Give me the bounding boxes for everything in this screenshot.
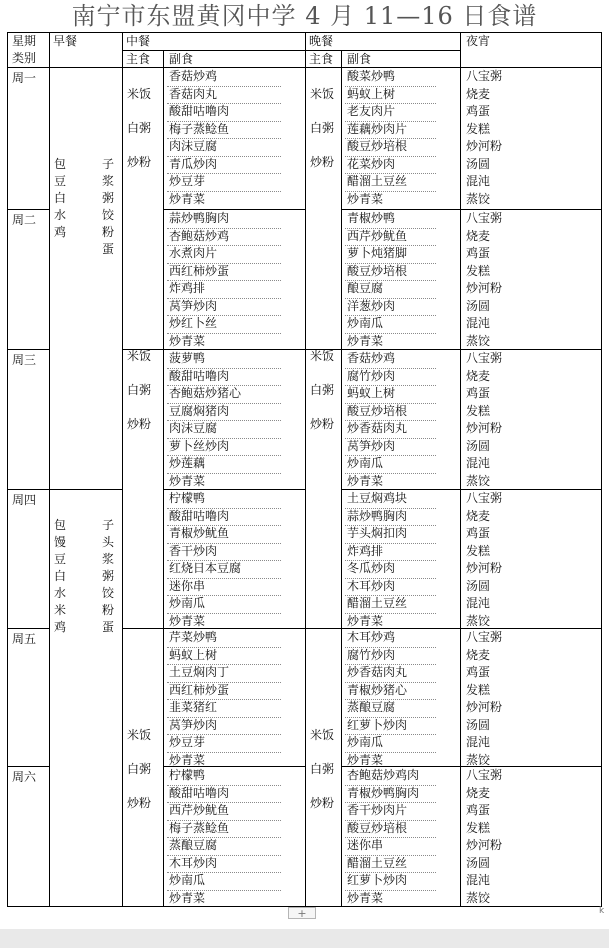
lunch-dish: 杏鲍菇炒鸡 [169,228,230,243]
dinner-dish: 杏鲍菇炒鸡肉 [347,768,420,782]
dinner-dish: 红萝卜炒肉 [347,717,408,732]
snack-dish: 蒸饺 [466,473,491,488]
day-label: 周二 [12,213,37,227]
lunch-dish: 青瓜炒肉 [169,156,218,171]
breakfast-char: 子 [102,157,115,171]
snack-dish: 炒河粉 [466,561,503,575]
header-side: 副食 [169,52,194,66]
breakfast-char: 包 [54,518,67,532]
breakfast-char: 浆 [102,552,115,566]
dinner-dish: 醋溜土豆丝 [347,855,408,870]
header-lunch: 中餐 [126,34,151,48]
lunch-dish: 芹菜炒鸭 [169,630,218,644]
snack-dish: 汤圆 [466,156,491,171]
snack-dish: 鸡蛋 [466,526,491,540]
breakfast-char: 蛋 [102,620,115,634]
menu-title: 南宁市东盟黄冈中学 4 月 11—16 日食谱 [71,2,538,30]
snack-dish: 蒸饺 [466,752,491,767]
snack-dish: 八宝粥 [466,351,503,365]
lunch-dish: 迷你串 [169,578,206,593]
lunch-staple: 米饭 [127,87,152,101]
column-border [163,50,164,907]
snack-dish: 混沌 [466,735,491,749]
lunch-dish: 萝卜丝炒肉 [169,438,230,453]
dinner-dish: 炒香菇肉丸 [347,421,408,435]
lunch-dish: 菠萝鸭 [169,351,206,365]
breakfast-char: 水 [54,208,67,222]
lunch-dish: 莴笋炒肉 [169,298,218,313]
dinner-staple: 炒粉 [310,796,335,810]
snack-dish: 炒河粉 [466,139,503,153]
snack-dish: 汤圆 [466,438,491,453]
column-border [341,50,342,907]
lunch-dish: 酸甜咕噜肉 [169,368,230,383]
dinner-staple: 米饭 [310,349,335,363]
day-row-border [7,209,50,210]
dinner-dish: 炒南瓜 [347,735,384,749]
lunch-dish: 炒青菜 [169,473,206,488]
snack-dish: 混沌 [466,174,491,188]
dinner-staple: 白粥 [310,762,335,776]
snack-dish: 蒸饺 [466,333,491,348]
staple-border [122,67,164,68]
dinner-dish: 萝卜炖猪脚 [347,246,408,260]
snack-dish: 汤圆 [466,717,491,732]
header-dinner: 晚餐 [309,34,334,48]
lunch-dish: 炒豆芽 [169,735,206,749]
staple-border [122,628,164,629]
breakfast-char: 白 [54,191,67,205]
dinner-dish: 芋头焖扣肉 [347,526,408,540]
lunch-dish: 柠檬鸭 [169,768,206,782]
dinner-dish: 炒青菜 [347,752,384,767]
lunch-staple: 米饭 [127,349,152,363]
dinner-dish: 炒青菜 [347,333,384,348]
dinner-dish: 青椒炒鸭 [347,211,396,225]
lunch-dish: 炒红卜丝 [169,316,218,330]
snack-dish: 炒河粉 [466,838,503,852]
dinner-dish: 木耳炒肉 [347,578,396,593]
lunch-staple: 白粥 [127,121,152,135]
breakfast-char: 粉 [102,603,115,617]
lunch-dish: 香干炒肉 [169,543,218,558]
lunch-dish: 炒青菜 [169,752,206,767]
dinner-dish: 洋葱炒肉 [347,298,396,313]
snack-dish: 炒河粉 [466,700,503,714]
snack-dish: 八宝粥 [466,768,503,782]
lunch-dish: 香菇肉丸 [169,86,218,101]
snack-dish: 鸡蛋 [466,803,491,817]
lunch-dish: 炸鸡排 [169,281,206,295]
dinner-dish: 醋溜土豆丝 [347,174,408,188]
breakfast-char: 子 [102,518,115,532]
day-label: 周一 [12,71,37,85]
breakfast-char: 饺 [102,586,115,600]
snack-dish: 混沌 [466,873,491,887]
dinner-dish: 西芹炒鱿鱼 [347,228,408,243]
snack-dish: 混沌 [466,316,491,330]
breakfast-char: 包 [54,157,67,171]
dinner-dish: 老友肉片 [347,104,396,118]
dinner-dish: 炒青菜 [347,473,384,488]
snack-dish: 烧麦 [466,228,491,243]
lunch-dish: 红烧日本豆腐 [169,561,242,575]
dinner-staple: 炒粉 [310,155,335,169]
header-staple: 主食 [126,52,151,66]
breakfast-border [49,67,123,68]
dinner-dish: 香菇炒鸡 [347,351,396,365]
snack-dish: 发糕 [466,820,491,835]
column-border [49,32,50,907]
dinner-dish: 腐竹炒肉 [347,647,396,662]
snack-dish: 蒸饺 [466,191,491,206]
column-border [601,32,602,907]
snack-dish: 烧麦 [466,647,491,662]
snack-dish: 汤圆 [466,298,491,313]
snack-dish: 烧麦 [466,785,491,800]
header-night-snack: 夜宵 [466,34,491,48]
snack-dish: 汤圆 [466,578,491,593]
breakfast-char: 鸡 [54,225,67,239]
breakfast-char: 白 [54,569,67,583]
lunch-dish: 酸甜咕噜肉 [169,785,230,800]
snack-dish: 发糕 [466,682,491,697]
header-category: 类别 [12,51,37,65]
dinner-dish: 迷你串 [347,838,384,852]
lunch-dish: 梅子蒸鲶鱼 [169,121,230,136]
column-border [305,32,306,907]
dinner-dish: 炸鸡排 [347,543,384,558]
dinner-staple: 白粥 [310,121,335,135]
breakfast-char: 鸡 [54,620,67,634]
dinner-dish: 莲藕炒肉片 [347,121,408,136]
day-row-border [7,489,50,490]
dinner-dish: 酸菜炒鸭 [347,69,396,83]
breakfast-char: 馒 [54,535,67,549]
lunch-dish: 西红柿炒蛋 [169,263,230,278]
lunch-dish: 西芹炒鱿鱼 [169,803,230,817]
breakfast-char: 粥 [102,191,115,205]
day-label: 周五 [12,632,37,646]
dinner-dish: 蚂蚁上树 [347,86,396,101]
snack-dish: 鸡蛋 [466,386,491,400]
snack-dish: 蒸饺 [466,613,491,628]
dinner-dish: 蚂蚁上树 [347,386,396,400]
dinner-staple: 白粥 [310,383,335,397]
add-button[interactable]: + [288,907,316,919]
snack-dish: 蒸饺 [466,890,491,905]
lunch-dish: 香菇炒鸡 [169,69,218,83]
dinner-dish: 青椒炒猪心 [347,682,408,697]
breakfast-char: 豆 [54,174,67,188]
breakfast-char: 粥 [102,569,115,583]
dinner-dish: 蒸酿豆腐 [347,700,396,714]
lunch-dish: 炒莲藕 [169,456,206,470]
breakfast-char: 豆 [54,552,67,566]
day-row-border [7,67,50,68]
lunch-dish: 炒青菜 [169,890,206,905]
lunch-dish: 肉沫豆腐 [169,421,218,435]
breakfast-char: 浆 [102,174,115,188]
dinner-dish: 木耳炒鸡 [347,630,396,644]
lunch-dish: 炒南瓜 [169,596,206,610]
dinner-dish: 腐竹炒肉 [347,368,396,383]
dinner-dish: 酿豆腐 [347,281,384,295]
lunch-dish: 杏鲍菇炒猪心 [169,386,242,400]
lunch-staple: 白粥 [127,383,152,397]
dinner-dish: 酸豆炒培根 [347,263,408,278]
lunch-dish: 水煮肉片 [169,246,218,260]
day-label: 周三 [12,353,37,367]
day-label: 周六 [12,770,37,784]
lunch-dish: 西红柿炒蛋 [169,682,230,697]
lunch-dish: 炒青菜 [169,613,206,628]
dinner-dish: 冬瓜炒肉 [347,561,396,575]
snack-dish: 发糕 [466,543,491,558]
breakfast-char: 粉 [102,225,115,239]
breakfast-char: 米 [54,603,67,617]
snack-dish: 鸡蛋 [466,104,491,118]
lunch-dish: 酸甜咕噜肉 [169,104,230,118]
snack-dish: 烧麦 [466,368,491,383]
snack-dish: 炒河粉 [466,281,503,295]
staple-border [305,628,342,629]
day-row-border [7,349,50,350]
lunch-dish: 蚂蚁上树 [169,647,218,662]
snack-dish: 烧麦 [466,86,491,101]
header-week: 星期 [12,34,37,48]
dinner-dish: 炒香菇肉丸 [347,665,408,679]
snack-dish: 炒河粉 [466,421,503,435]
lunch-staple: 炒粉 [127,155,152,169]
lunch-staple: 炒粉 [127,417,152,431]
snack-dish: 鸡蛋 [466,246,491,260]
dinner-dish: 酸豆炒培根 [347,820,408,835]
breakfast-char: 水 [54,586,67,600]
lunch-dish: 蒜炒鸭胸肉 [169,211,230,225]
lunch-dish: 炒豆芽 [169,174,206,188]
day-row-border [7,628,50,629]
header-breakfast: 早餐 [53,34,78,48]
snack-dish: 烧麦 [466,508,491,523]
lunch-staple: 炒粉 [127,796,152,810]
lunch-dish: 梅子蒸鲶鱼 [169,820,230,835]
dinner-dish: 土豆焖鸡块 [347,491,408,505]
lunch-dish: 土豆焖肉丁 [169,665,230,679]
day-label: 周四 [12,493,37,507]
dinner-dish: 香干炒肉片 [347,803,408,817]
lunch-dish: 炒青菜 [169,333,206,348]
dinner-dish: 蒜炒鸭胸肉 [347,508,408,523]
dinner-dish: 炒青菜 [347,191,384,206]
breakfast-char: 饺 [102,208,115,222]
dinner-dish: 酸豆炒培根 [347,403,408,418]
lunch-staple: 白粥 [127,762,152,776]
corner-resize-mark: k [599,906,605,916]
snack-dish: 混沌 [466,456,491,470]
lunch-dish: 木耳炒肉 [169,855,218,870]
header-staple: 主食 [309,52,334,66]
breakfast-border [49,489,123,490]
snack-dish: 混沌 [466,596,491,610]
snack-dish: 八宝粥 [466,211,503,225]
staple-border [305,67,342,68]
column-border [7,32,8,907]
dinner-dish: 青椒炒鸭胸肉 [347,785,420,800]
snack-dish: 汤圆 [466,855,491,870]
dinner-dish: 酸豆炒培根 [347,139,408,153]
dinner-dish: 炒南瓜 [347,456,384,470]
dinner-staple: 米饭 [310,728,335,742]
dinner-dish: 醋溜土豆丝 [347,596,408,610]
lunch-dish: 柠檬鸭 [169,491,206,505]
day-row-border [7,766,50,767]
snack-dish: 八宝粥 [466,630,503,644]
snack-dish: 鸡蛋 [466,665,491,679]
column-border [122,32,123,907]
lunch-dish: 肉沫豆腐 [169,139,218,153]
header-side: 副食 [347,52,372,66]
lunch-dish: 炒青菜 [169,191,206,206]
bottom-status-bar [0,929,609,948]
dinner-staple: 炒粉 [310,417,335,431]
lunch-dish: 豆腐焖猪肉 [169,403,230,418]
lunch-dish: 莴笋炒肉 [169,717,218,732]
snack-dish: 八宝粥 [466,491,503,505]
header-divider [122,50,461,51]
lunch-dish: 韭菜猪红 [169,700,218,714]
dinner-staple: 米饭 [310,87,335,101]
lunch-dish: 酸甜咕噜肉 [169,508,230,523]
dinner-dish: 花菜炒肉 [347,156,396,171]
snack-dish: 八宝粥 [466,69,503,83]
dinner-dish: 炒青菜 [347,890,384,905]
dinner-dish: 莴笋炒肉 [347,438,396,453]
breakfast-char: 头 [102,535,115,549]
column-border [460,32,461,907]
lunch-dish: 蒸酿豆腐 [169,838,218,852]
snack-dish: 发糕 [466,403,491,418]
dinner-dish: 炒青菜 [347,613,384,628]
lunch-dish: 炒南瓜 [169,873,206,887]
lunch-dish: 青椒炒鱿鱼 [169,526,230,540]
dinner-dish: 红萝卜炒肉 [347,873,408,887]
breakfast-char: 蛋 [102,242,115,256]
snack-dish: 发糕 [466,263,491,278]
lunch-staple: 米饭 [127,728,152,742]
dinner-dish: 炒南瓜 [347,316,384,330]
snack-dish: 发糕 [466,121,491,136]
